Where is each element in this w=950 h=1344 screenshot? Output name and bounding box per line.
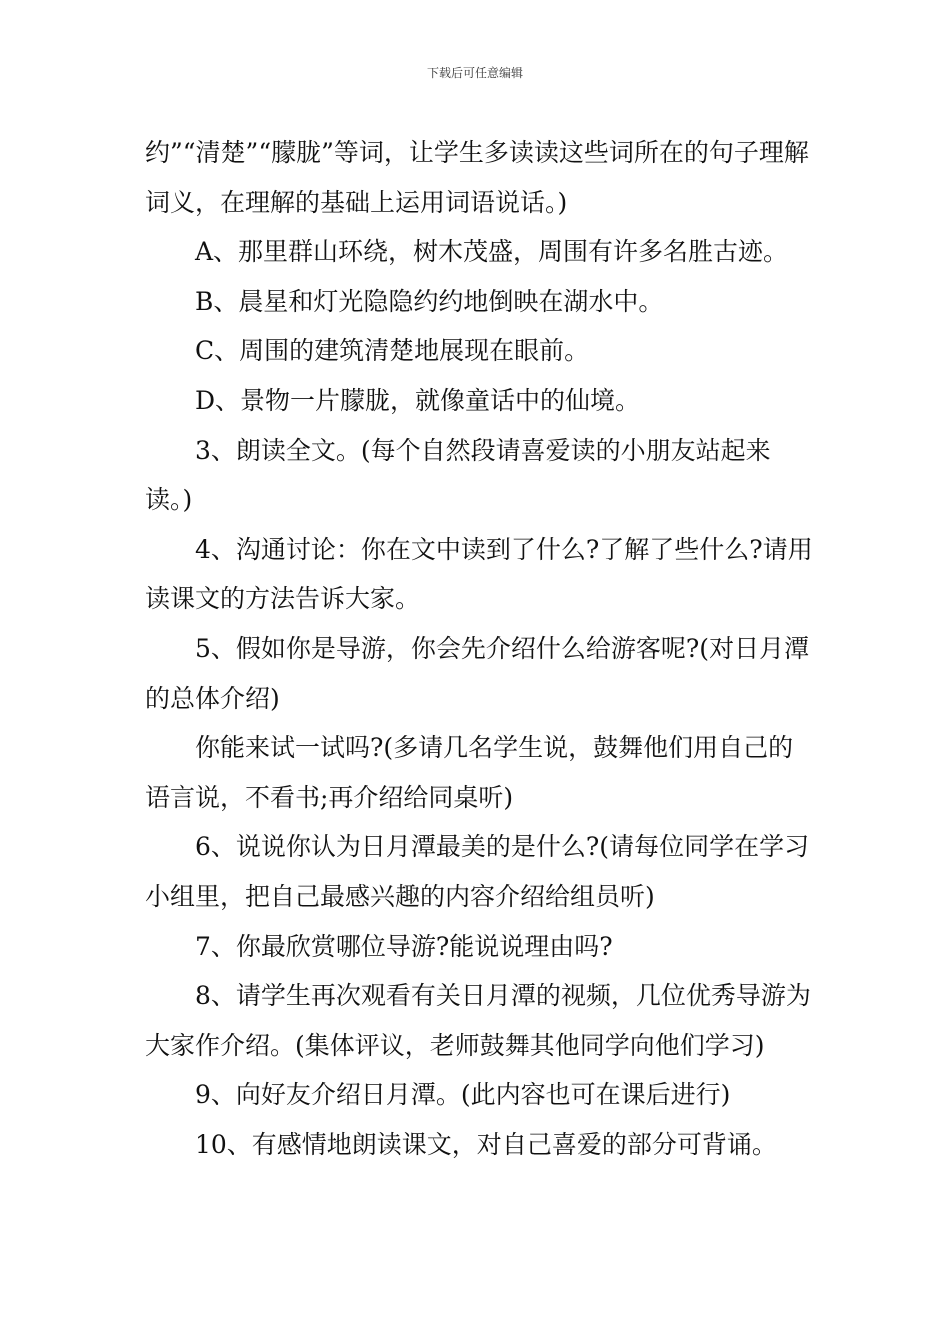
page-header: 下载后可任意编辑 xyxy=(426,66,523,80)
step-3: 3、朗读全文。(每个自然段请喜爱读的小朋友站起来读。) xyxy=(145,435,771,515)
step-7: 7、你最欣赏哪位导游?能说说理由吗? xyxy=(195,931,613,961)
step-10: 10、有感情地朗读课文，对自己喜爱的部分可背诵。 xyxy=(195,1129,777,1159)
step-5-followup: 你能来试一试吗?(多请几名学生说，鼓舞他们用自己的语言说，不看书;再介绍给同桌听) xyxy=(145,733,794,812)
step-5: 5、假如你是导游，你会先介绍什么给游客呢?(对日月潭的总体介绍) xyxy=(145,633,810,713)
document-body xyxy=(145,128,815,1169)
step-4: 4、沟通讨论：你在文中读到了什么?了解了些什么?请用读课文的方法告诉大家。 xyxy=(145,534,813,614)
paragraph-continuation: 约”“清楚”“朦胧”等词，让学生多读读这些词所在的句子理解词义，在理解的基础上运用词语说话。) xyxy=(145,138,809,217)
option-a: A、那里群山环绕，树木茂盛，周围有许多名胜古迹。 xyxy=(195,237,789,267)
option-c: C、周围的建筑清楚地展现在眼前。 xyxy=(195,336,590,366)
step-8: 8、请学生再次观看有关日月潭的视频，几位优秀导游为大家作介绍。(集体评议，老师鼓舞其他同学向他们学习) xyxy=(145,981,811,1060)
step-6: 6、说说你认为日月潭最美的是什么?(请每位同学在学习小组里，把自己最感兴趣的内容介绍给组员听) xyxy=(145,832,810,911)
step-9: 9、向好友介绍日月潭。(此内容也可在课后进行) xyxy=(195,1080,731,1110)
option-d: D、景物一片朦胧，就像童话中的仙境。 xyxy=(195,385,641,415)
option-b: B、晨星和灯光隐隐约约地倒映在湖水中。 xyxy=(195,286,664,316)
